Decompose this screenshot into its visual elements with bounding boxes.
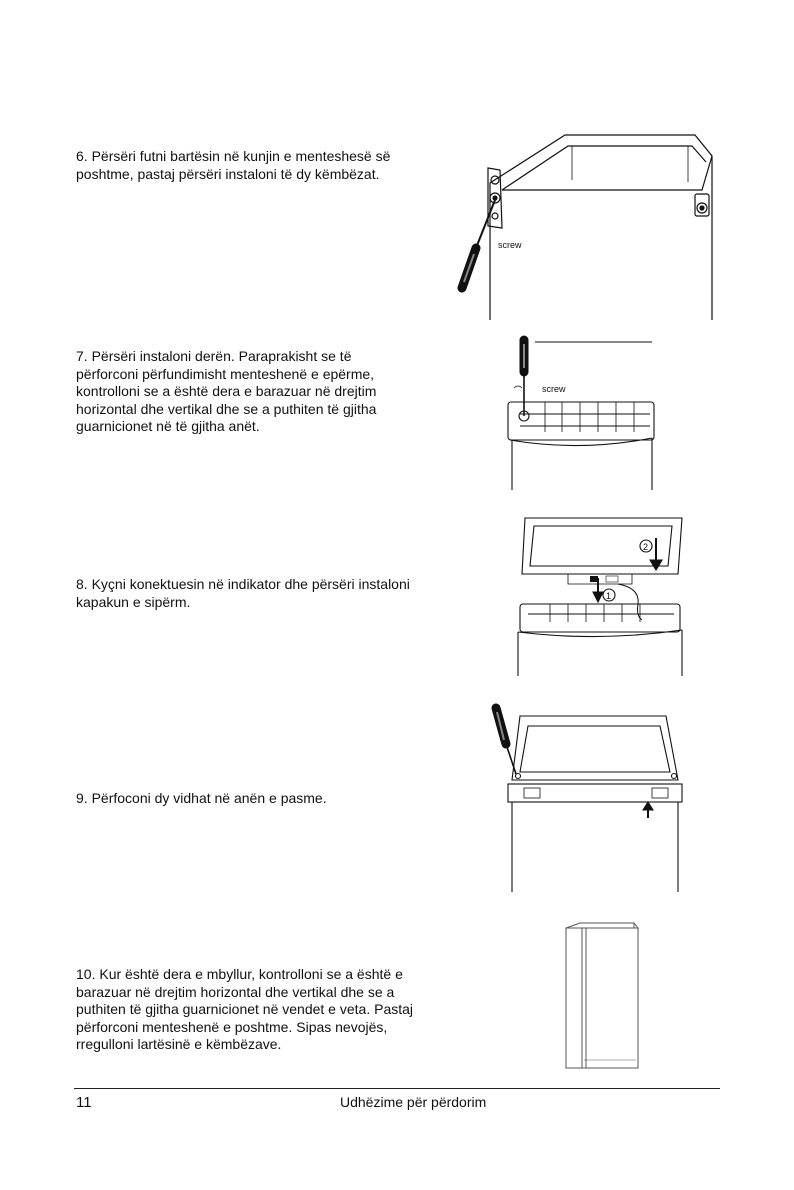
step-7-callout-label: screw xyxy=(542,384,566,394)
page-number: 11 xyxy=(76,1094,92,1111)
step-6-text: 6. Përsëri futni bartësin në kunjin e menteshesë së poshtme, pastaj përsëri instaloni të dy këmbëzat. xyxy=(76,148,391,182)
footer-divider xyxy=(74,1088,720,1089)
step-10-illustration xyxy=(560,920,650,1070)
step-8-marker-1: 1 xyxy=(606,591,612,601)
step-7-text: 7. Përsëri instaloni derën. Paraprakisht se të përforconi përfundimisht menteshenë e epërme, kontrolloni se a është dera e barazuar në drejtim horizontal dhe vertikal dhe se a puthiten të gjitha guarnicionet në të gjitha anët. xyxy=(76,348,377,434)
step-9-illustration xyxy=(490,700,690,894)
step-6-illustration xyxy=(440,128,720,323)
step-8-text: 8. Kyçni konektuesin në indikator dhe përsëri instaloni kapakun e sipërm. xyxy=(76,576,410,610)
step-6-callout-label: screw xyxy=(498,240,522,250)
step-7-illustration xyxy=(500,332,665,492)
step-8-marker-2: 2 xyxy=(643,542,649,552)
footer-title: Udhëzime për përdorim xyxy=(340,1094,487,1110)
step-10-text: 10. Kur është dera e mbyllur, kontrolloni se a është e barazuar në drejtim horizontal dhe vertikal dhe se a puthiten të gjitha guarnicionet në vendet e veta. Pastaj përforconi menteshenë e poshtme. Sipas nevojës, rregulloni lartësinë e këmbëzave. xyxy=(76,966,414,1052)
step-8-illustration xyxy=(510,508,690,678)
step-9-text: 9. Përfoconi dy vidhat në anën e pasme. xyxy=(76,790,327,806)
